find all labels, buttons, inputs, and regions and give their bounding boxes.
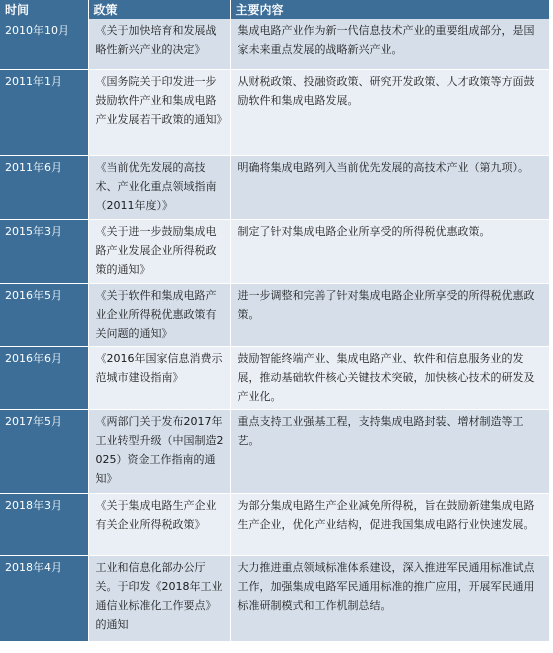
row-content: 制定了针对集成电路企业所享受的所得税优惠政策。 — [230, 219, 549, 283]
row-content: 鼓励智能终端产业、集成电路产业、软件和信息服务业的发展，推动基础软件核心关键技术突破，加快核心技术的研发及产业化。 — [230, 346, 549, 409]
header-content: 主要内容 — [230, 0, 549, 19]
row-policy: 《2016年国家信息消费示范城市建设指南》 — [88, 346, 230, 409]
table-row — [0, 219, 549, 283]
row-time: 2018年4月 — [0, 555, 88, 641]
table-row — [0, 69, 549, 155]
row-time: 2011年1月 — [0, 69, 88, 155]
row-content: 为部分集成电路生产企业减免所得税，旨在鼓励新建集成电路生产企业，优化产业结构，促进我国集成电路行业快速发展。 — [230, 493, 549, 555]
row-time: 2016年6月 — [0, 346, 88, 409]
row-policy: 《国务院关于印发进一步鼓励软件产业和集成电路产业发展若干政策的通知》 — [88, 69, 230, 155]
row-time: 2015年3月 — [0, 219, 88, 283]
row-content: 进一步调整和完善了针对集成电路企业所享受的所得税优惠政策。 — [230, 283, 549, 346]
header-policy: 政策 — [88, 0, 230, 19]
row-policy: 《关于软件和集成电路产业企业所得税优惠政策有关问题的通知》 — [88, 283, 230, 346]
row-policy: 《关于集成电路生产企业有关企业所得税政策》 — [88, 493, 230, 555]
row-time: 2016年5月 — [0, 283, 88, 346]
row-policy: 《两部门关于发布2017年工业转型升级（中国制造2025）资金工作指南的通知》 — [88, 409, 230, 493]
table-header-row — [0, 0, 549, 19]
header-time: 时间 — [0, 0, 88, 19]
row-content: 从财税政策、投融资政策、研究开发政策、人才政策等方面鼓励软件和集成电路发展。 — [230, 69, 549, 155]
table-row — [0, 346, 549, 409]
table-row — [0, 409, 549, 493]
row-policy: 《关于进一步鼓励集成电路产业发展企业所得税政策的通知》 — [88, 219, 230, 283]
row-content: 大力推进重点领域标准体系建设，深入推进军民通用标准试点工作，加强集成电路军民通用标准的推广应用，开展军民通用标准研制模式和工作机制总结。 — [230, 555, 549, 641]
table-row — [0, 283, 549, 346]
row-policy: 工业和信息化部办公厅关。于印发《2018年工业通信业标准化工作要点》的通知 — [88, 555, 230, 641]
row-policy: 《当前优先发展的高技术、产业化重点领域指南（2011年度）》 — [88, 155, 230, 219]
row-time: 2010年10月 — [0, 19, 88, 69]
row-content: 重点支持工业强基工程，支持集成电路封装、增材制造等工艺。 — [230, 409, 549, 493]
table-row — [0, 555, 549, 641]
table-row — [0, 19, 549, 69]
row-time: 2017年5月 — [0, 409, 88, 493]
table-row — [0, 155, 549, 219]
row-content: 明确将集成电路列入当前优先发展的高技术产业（第九项）。 — [230, 155, 549, 219]
row-content: 集成电路产业作为新一代信息技术产业的重要组成部分，是国家未来重点发展的战略新兴产业。 — [230, 19, 549, 69]
table-row — [0, 493, 549, 555]
row-policy: 《关于加快培育和发展战略性新兴产业的决定》 — [88, 19, 230, 69]
row-time: 2011年6月 — [0, 155, 88, 219]
row-time: 2018年3月 — [0, 493, 88, 555]
